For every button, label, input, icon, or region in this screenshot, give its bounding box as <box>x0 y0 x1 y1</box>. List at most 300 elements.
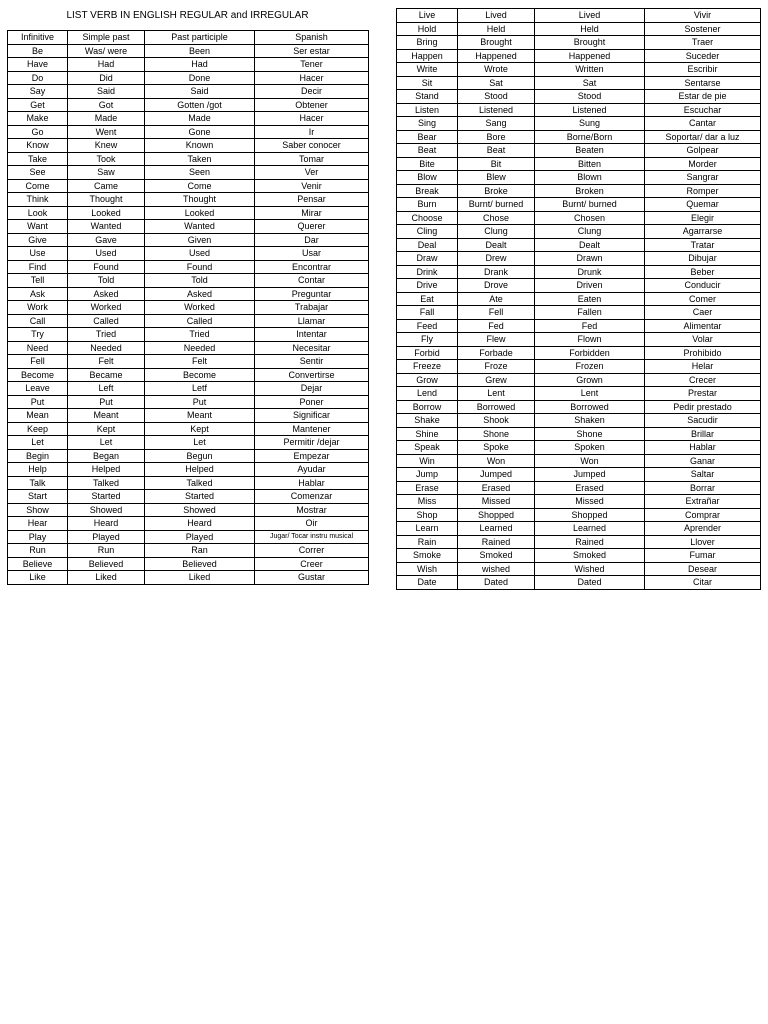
cell-spanish: Llover <box>645 535 761 549</box>
cell-infinitive: Lend <box>397 387 458 401</box>
cell-past-participle: Grown <box>535 373 645 387</box>
cell-infinitive: Help <box>8 463 68 477</box>
table-row <box>8 314 369 328</box>
cell-spanish: Tratar <box>645 238 761 252</box>
cell-past-participle: Begun <box>145 449 255 463</box>
cell-infinitive: Shake <box>397 414 458 428</box>
cell-past-participle: Borne/Born <box>535 130 645 144</box>
cell-simple-past: Meant <box>68 409 145 423</box>
cell-spanish: Dar <box>255 233 369 247</box>
cell-simple-past: Froze <box>458 360 535 374</box>
cell-past-participle: Liked <box>145 571 255 585</box>
cell-infinitive: Sing <box>397 117 458 131</box>
table-row <box>397 117 761 131</box>
cell-infinitive: Break <box>397 184 458 198</box>
cell-past-participle: Helped <box>145 463 255 477</box>
table-row <box>8 328 369 342</box>
cell-past-participle: Meant <box>145 409 255 423</box>
cell-infinitive: Have <box>8 58 68 72</box>
cell-spanish: Llamar <box>255 314 369 328</box>
table-row <box>8 206 369 220</box>
cell-infinitive: Show <box>8 503 68 517</box>
cell-past-participle: Gone <box>145 125 255 139</box>
table-row <box>397 306 761 320</box>
cell-infinitive: Hold <box>397 22 458 36</box>
table-row <box>397 387 761 401</box>
cell-past-participle: Chosen <box>535 211 645 225</box>
table-row <box>397 441 761 455</box>
cell-past-participle: Done <box>145 71 255 85</box>
cell-infinitive: Let <box>8 436 68 450</box>
table-row <box>8 260 369 274</box>
cell-past-participle: Blown <box>535 171 645 185</box>
cell-spanish: Soportar/ dar a luz <box>645 130 761 144</box>
cell-simple-past: Fell <box>458 306 535 320</box>
table-row <box>8 71 369 85</box>
cell-past-participle: Driven <box>535 279 645 293</box>
cell-simple-past: Showed <box>68 503 145 517</box>
table-row <box>397 400 761 414</box>
cell-spanish: Tomar <box>255 152 369 166</box>
cell-infinitive: Choose <box>397 211 458 225</box>
table-row <box>8 517 369 531</box>
cell-simple-past: Smoked <box>458 549 535 563</box>
table-row <box>397 22 761 36</box>
table-row <box>8 436 369 450</box>
cell-simple-past: Believed <box>68 557 145 571</box>
cell-simple-past: Burnt/ burned <box>458 198 535 212</box>
cell-past-participle: Dealt <box>535 238 645 252</box>
cell-spanish: Desear <box>645 562 761 576</box>
header-infinitive: Infinitive <box>8 31 68 45</box>
cell-infinitive: Be <box>8 44 68 58</box>
cell-spanish: Preguntar <box>255 287 369 301</box>
cell-spanish: Traer <box>645 36 761 50</box>
table-row <box>8 571 369 585</box>
cell-past-participle: Happened <box>535 49 645 63</box>
cell-past-participle: Rained <box>535 535 645 549</box>
cell-infinitive: Cling <box>397 225 458 239</box>
cell-simple-past: Heard <box>68 517 145 531</box>
table-row <box>8 476 369 490</box>
cell-infinitive: Try <box>8 328 68 342</box>
cell-simple-past: Became <box>68 368 145 382</box>
cell-past-participle: Spoken <box>535 441 645 455</box>
table-row <box>8 395 369 409</box>
cell-past-participle: Fallen <box>535 306 645 320</box>
cell-past-participle: Called <box>145 314 255 328</box>
cell-past-participle: Stood <box>535 90 645 104</box>
cell-infinitive: Ask <box>8 287 68 301</box>
cell-infinitive: Take <box>8 152 68 166</box>
cell-infinitive: Jump <box>397 468 458 482</box>
cell-past-participle: Flown <box>535 333 645 347</box>
cell-infinitive: Borrow <box>397 400 458 414</box>
cell-infinitive: Learn <box>397 522 458 536</box>
cell-past-participle: Become <box>145 368 255 382</box>
table-row <box>8 112 369 126</box>
cell-simple-past: Clung <box>458 225 535 239</box>
cell-past-participle: Made <box>145 112 255 126</box>
table-row <box>8 179 369 193</box>
cell-infinitive: Work <box>8 301 68 315</box>
cell-spanish: Trabajar <box>255 301 369 315</box>
cell-simple-past: Missed <box>458 495 535 509</box>
cell-simple-past: Bit <box>458 157 535 171</box>
page-title: LIST VERB IN ENGLISH REGULAR and IRREGULAR <box>66 10 309 21</box>
cell-past-participle: Dated <box>535 576 645 590</box>
cell-infinitive: Sit <box>397 76 458 90</box>
cell-past-participle: Learned <box>535 522 645 536</box>
cell-simple-past: Chose <box>458 211 535 225</box>
cell-simple-past: Drew <box>458 252 535 266</box>
cell-simple-past: Tried <box>68 328 145 342</box>
cell-spanish: Ir <box>255 125 369 139</box>
cell-spanish: Dejar <box>255 382 369 396</box>
cell-simple-past: Took <box>68 152 145 166</box>
cell-simple-past: Sang <box>458 117 535 131</box>
cell-spanish: Decir <box>255 85 369 99</box>
cell-infinitive: Begin <box>8 449 68 463</box>
table-row <box>8 368 369 382</box>
cell-infinitive: Listen <box>397 103 458 117</box>
cell-past-participle: Borrowed <box>535 400 645 414</box>
cell-simple-past: Fed <box>458 319 535 333</box>
cell-past-participle: Listened <box>535 103 645 117</box>
table-row <box>397 414 761 428</box>
table-row <box>397 333 761 347</box>
cell-infinitive: Beat <box>397 144 458 158</box>
table-row <box>8 341 369 355</box>
cell-spanish: Volar <box>645 333 761 347</box>
cell-spanish: Beber <box>645 265 761 279</box>
cell-infinitive: Bear <box>397 130 458 144</box>
cell-spanish: Convertirse <box>255 368 369 382</box>
cell-spanish: Mirar <box>255 206 369 220</box>
cell-past-participle: Jumped <box>535 468 645 482</box>
cell-simple-past: Kept <box>68 422 145 436</box>
table-row <box>8 274 369 288</box>
cell-simple-past: Shopped <box>458 508 535 522</box>
table-row <box>397 184 761 198</box>
cell-spanish: Venir <box>255 179 369 193</box>
cell-simple-past: Came <box>68 179 145 193</box>
table-row <box>8 409 369 423</box>
cell-past-participle: Worked <box>145 301 255 315</box>
cell-spanish: Empezar <box>255 449 369 463</box>
cell-spanish: Contar <box>255 274 369 288</box>
cell-past-participle: Letf <box>145 382 255 396</box>
cell-spanish: Jugar/ Tocar instru musical <box>255 530 369 544</box>
cell-simple-past: Held <box>458 22 535 36</box>
cell-spanish: Comprar <box>645 508 761 522</box>
cell-infinitive: Keep <box>8 422 68 436</box>
table-row <box>8 382 369 396</box>
cell-simple-past: Started <box>68 490 145 504</box>
table-row <box>8 152 369 166</box>
cell-simple-past: Used <box>68 247 145 261</box>
cell-past-participle: Frozen <box>535 360 645 374</box>
table-row <box>8 98 369 112</box>
cell-infinitive: Rain <box>397 535 458 549</box>
cell-simple-past: Worked <box>68 301 145 315</box>
cell-simple-past: Learned <box>458 522 535 536</box>
cell-spanish: Significar <box>255 409 369 423</box>
table-row <box>8 463 369 477</box>
cell-simple-past: Put <box>68 395 145 409</box>
cell-spanish: Obtener <box>255 98 369 112</box>
table-row <box>397 103 761 117</box>
cell-spanish: Brillar <box>645 427 761 441</box>
table-row <box>397 90 761 104</box>
cell-past-participle: Broken <box>535 184 645 198</box>
cell-infinitive: Smoke <box>397 549 458 563</box>
table-row <box>397 427 761 441</box>
cell-simple-past: Erased <box>458 481 535 495</box>
table-row <box>8 44 369 58</box>
table-row <box>8 193 369 207</box>
cell-past-participle: Wished <box>535 562 645 576</box>
header-past-participle: Past participle <box>145 31 255 45</box>
cell-simple-past: Talked <box>68 476 145 490</box>
cell-past-participle: Thought <box>145 193 255 207</box>
table-row <box>397 535 761 549</box>
table-row <box>397 171 761 185</box>
cell-spanish: Dibujar <box>645 252 761 266</box>
cell-infinitive: Tell <box>8 274 68 288</box>
table-row <box>397 198 761 212</box>
cell-past-participle: Looked <box>145 206 255 220</box>
cell-infinitive: Deal <box>397 238 458 252</box>
cell-past-participle: Taken <box>145 152 255 166</box>
cell-infinitive: Call <box>8 314 68 328</box>
cell-spanish: Correr <box>255 544 369 558</box>
cell-infinitive: Get <box>8 98 68 112</box>
cell-infinitive: Freeze <box>397 360 458 374</box>
cell-spanish: Poner <box>255 395 369 409</box>
verb-table-left <box>7 30 369 585</box>
cell-past-participle: Shopped <box>535 508 645 522</box>
cell-past-participle: Come <box>145 179 255 193</box>
table-row <box>8 355 369 369</box>
cell-simple-past: Began <box>68 449 145 463</box>
cell-simple-past: Knew <box>68 139 145 153</box>
cell-past-participle: Drawn <box>535 252 645 266</box>
cell-simple-past: Played <box>68 530 145 544</box>
cell-infinitive: Drive <box>397 279 458 293</box>
cell-simple-past: Shone <box>458 427 535 441</box>
cell-infinitive: Draw <box>397 252 458 266</box>
cell-spanish: Extrañar <box>645 495 761 509</box>
cell-infinitive: Forbid <box>397 346 458 360</box>
cell-past-participle: Beaten <box>535 144 645 158</box>
cell-spanish: Oir <box>255 517 369 531</box>
cell-simple-past: Won <box>458 454 535 468</box>
cell-simple-past: Dealt <box>458 238 535 252</box>
cell-past-participle: Believed <box>145 557 255 571</box>
cell-infinitive: Live <box>397 9 458 23</box>
table-row <box>397 468 761 482</box>
cell-past-participle: Heard <box>145 517 255 531</box>
cell-past-participle: Given <box>145 233 255 247</box>
cell-spanish: Alimentar <box>645 319 761 333</box>
cell-simple-past: Found <box>68 260 145 274</box>
cell-spanish: Golpear <box>645 144 761 158</box>
cell-simple-past: Had <box>68 58 145 72</box>
cell-infinitive: Grow <box>397 373 458 387</box>
table-row <box>8 125 369 139</box>
table-row <box>397 319 761 333</box>
cell-spanish: Sentarse <box>645 76 761 90</box>
cell-simple-past: Forbade <box>458 346 535 360</box>
table-row <box>397 211 761 225</box>
cell-past-participle: Drunk <box>535 265 645 279</box>
cell-simple-past: Lent <box>458 387 535 401</box>
cell-spanish: Crecer <box>645 373 761 387</box>
cell-spanish: Aprender <box>645 522 761 536</box>
cell-simple-past: Shook <box>458 414 535 428</box>
cell-infinitive: Go <box>8 125 68 139</box>
cell-simple-past: Beat <box>458 144 535 158</box>
cell-infinitive: Make <box>8 112 68 126</box>
cell-infinitive: Speak <box>397 441 458 455</box>
cell-spanish: Prohibido <box>645 346 761 360</box>
cell-infinitive: Give <box>8 233 68 247</box>
cell-past-participle: Needed <box>145 341 255 355</box>
cell-past-participle: Shaken <box>535 414 645 428</box>
cell-spanish: Helar <box>645 360 761 374</box>
cell-past-participle: Lent <box>535 387 645 401</box>
cell-simple-past: Stood <box>458 90 535 104</box>
table-row <box>397 549 761 563</box>
cell-past-participle: Known <box>145 139 255 153</box>
cell-simple-past: Happened <box>458 49 535 63</box>
table-row <box>397 63 761 77</box>
cell-past-participle: Let <box>145 436 255 450</box>
cell-infinitive: Look <box>8 206 68 220</box>
cell-spanish: Borrar <box>645 481 761 495</box>
cell-spanish: Quemar <box>645 198 761 212</box>
cell-past-participle: Gotten /got <box>145 98 255 112</box>
cell-past-participle: Ran <box>145 544 255 558</box>
cell-spanish: Elegir <box>645 211 761 225</box>
cell-spanish: Sostener <box>645 22 761 36</box>
cell-infinitive: Think <box>8 193 68 207</box>
cell-past-participle: Asked <box>145 287 255 301</box>
cell-spanish: Comenzar <box>255 490 369 504</box>
cell-past-participle: Sat <box>535 76 645 90</box>
table-row <box>397 454 761 468</box>
cell-infinitive: Stand <box>397 90 458 104</box>
cell-infinitive: Win <box>397 454 458 468</box>
table-row <box>397 360 761 374</box>
cell-spanish: Mostrar <box>255 503 369 517</box>
table-row <box>397 76 761 90</box>
table-row <box>8 544 369 558</box>
table-row <box>397 522 761 536</box>
cell-past-participle: Kept <box>145 422 255 436</box>
cell-spanish: Pedir prestado <box>645 400 761 414</box>
table-row <box>397 252 761 266</box>
cell-infinitive: Talk <box>8 476 68 490</box>
cell-simple-past: Rained <box>458 535 535 549</box>
cell-spanish: Usar <box>255 247 369 261</box>
cell-infinitive: Believe <box>8 557 68 571</box>
table-row <box>8 490 369 504</box>
cell-spanish: Agarrarse <box>645 225 761 239</box>
cell-simple-past: Saw <box>68 166 145 180</box>
cell-infinitive: Burn <box>397 198 458 212</box>
cell-infinitive: Fly <box>397 333 458 347</box>
table-row <box>397 157 761 171</box>
cell-simple-past: Asked <box>68 287 145 301</box>
table-row <box>397 265 761 279</box>
cell-infinitive: Fall <box>397 306 458 320</box>
cell-past-participle: Won <box>535 454 645 468</box>
header-spanish: Spanish <box>255 31 369 45</box>
cell-simple-past: Did <box>68 71 145 85</box>
cell-simple-past: Called <box>68 314 145 328</box>
cell-past-participle: Seen <box>145 166 255 180</box>
cell-spanish: Encontrar <box>255 260 369 274</box>
cell-simple-past: Looked <box>68 206 145 220</box>
cell-past-participle: Fed <box>535 319 645 333</box>
cell-infinitive: Play <box>8 530 68 544</box>
cell-simple-past: Got <box>68 98 145 112</box>
table-row <box>8 247 369 261</box>
table-row <box>397 279 761 293</box>
cell-spanish: Vivir <box>645 9 761 23</box>
cell-past-participle: Used <box>145 247 255 261</box>
cell-past-participle: Said <box>145 85 255 99</box>
cell-spanish: Conducir <box>645 279 761 293</box>
cell-past-participle: Smoked <box>535 549 645 563</box>
table-row <box>8 449 369 463</box>
cell-past-participle: Missed <box>535 495 645 509</box>
cell-past-participle: Brought <box>535 36 645 50</box>
cell-infinitive: Bite <box>397 157 458 171</box>
header-simple-past: Simple past <box>68 31 145 45</box>
cell-spanish: Romper <box>645 184 761 198</box>
cell-spanish: Fumar <box>645 549 761 563</box>
cell-simple-past: Blew <box>458 171 535 185</box>
cell-spanish: Ayudar <box>255 463 369 477</box>
cell-infinitive: Erase <box>397 481 458 495</box>
cell-simple-past: Wanted <box>68 220 145 234</box>
cell-spanish: Pensar <box>255 193 369 207</box>
table-row <box>397 9 761 23</box>
table-row <box>8 58 369 72</box>
cell-past-participle: Eaten <box>535 292 645 306</box>
cell-past-participle: Held <box>535 22 645 36</box>
cell-spanish: Comer <box>645 292 761 306</box>
cell-spanish: Hablar <box>645 441 761 455</box>
cell-spanish: Saber conocer <box>255 139 369 153</box>
cell-past-participle: Had <box>145 58 255 72</box>
cell-past-participle: Showed <box>145 503 255 517</box>
cell-simple-past: Broke <box>458 184 535 198</box>
table-row <box>397 225 761 239</box>
cell-infinitive: See <box>8 166 68 180</box>
cell-past-participle: Started <box>145 490 255 504</box>
cell-simple-past: Felt <box>68 355 145 369</box>
cell-spanish: Hablar <box>255 476 369 490</box>
table-row <box>397 49 761 63</box>
cell-simple-past: Borrowed <box>458 400 535 414</box>
cell-infinitive: Fell <box>8 355 68 369</box>
cell-simple-past: wished <box>458 562 535 576</box>
cell-past-participle: Talked <box>145 476 255 490</box>
